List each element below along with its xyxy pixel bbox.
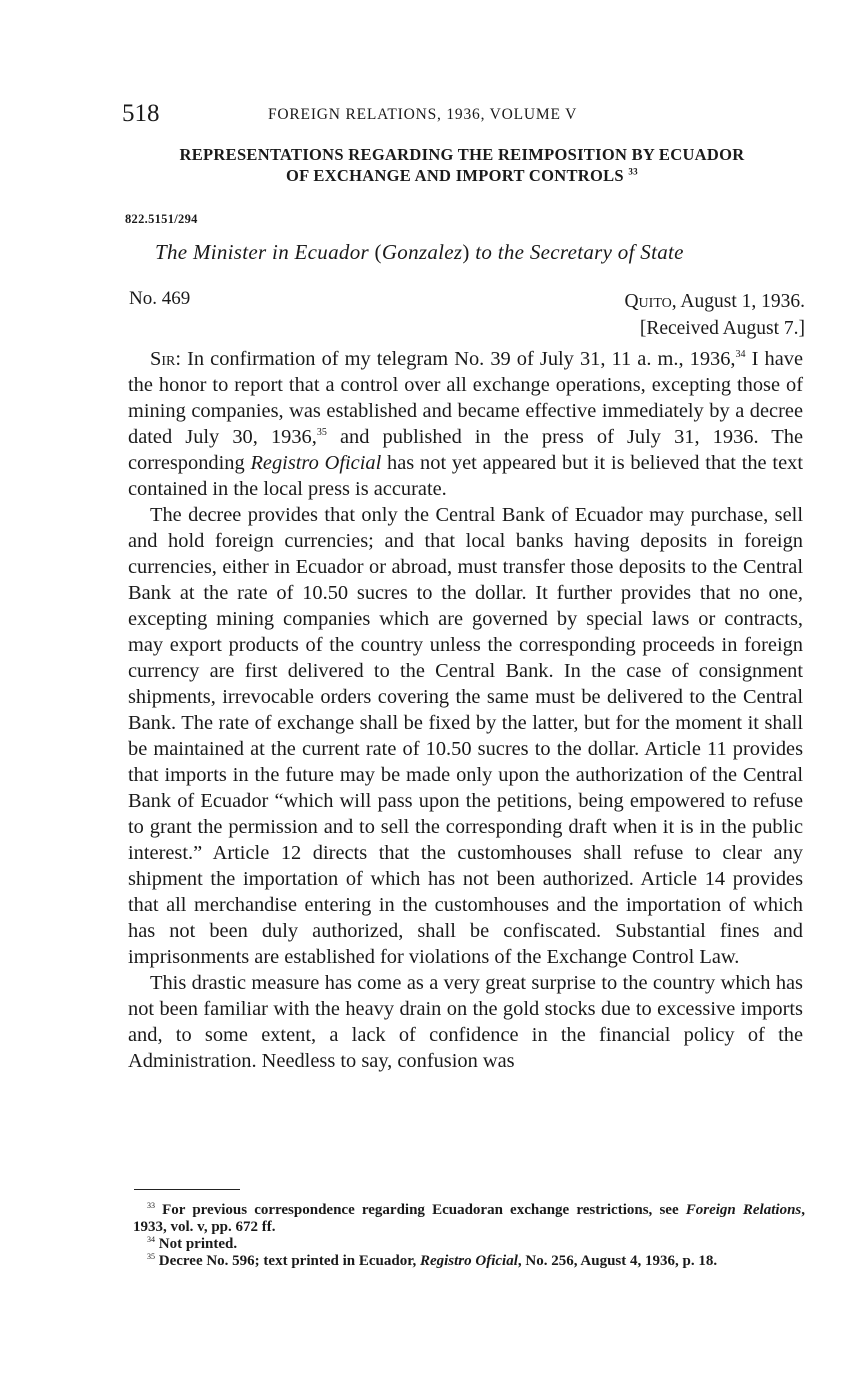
- footnote-33-marker: 33: [147, 1201, 155, 1210]
- file-number: 822.5151/294: [125, 212, 198, 226]
- footnote-ref-35: 35: [316, 427, 327, 439]
- date: , August 1, 1936.: [671, 291, 805, 312]
- registro-oficial-title: Registro Oficial: [250, 452, 382, 474]
- section-title: [122, 144, 802, 186]
- letter-from-name: Gonzalez: [381, 240, 463, 264]
- footnote-35-text-b: , No. 256, August 4, 1936, p. 18.: [517, 1253, 718, 1269]
- close-paren: ): [462, 240, 470, 264]
- section-title-line-2-text: OF EXCHANGE AND IMPORT CONTROLS: [286, 166, 624, 185]
- received-date: [Received August 7.]: [639, 318, 805, 339]
- footnote-33: [133, 1202, 805, 1236]
- footnote-ref-33: 33: [628, 166, 638, 177]
- letter-heading: [155, 240, 684, 265]
- section-title-line-2: [122, 165, 802, 186]
- document-number: No. 469: [129, 288, 191, 309]
- running-head: [122, 100, 812, 134]
- footnote-35-text-a: Decree No. 596; text printed in Ecuador,: [158, 1253, 420, 1269]
- dateline: [624, 288, 805, 342]
- paragraph-3: This drastic measure has come as a very great surprise to the country which has not been familiar with the heavy drain on the gold stocks due to excessive imports and, to some extent, a lack of confidence in the financial policy of the Administration. Needless to say, confusion was: [128, 972, 803, 1072]
- place-date: [624, 288, 805, 315]
- footnote-35: [133, 1253, 805, 1270]
- footnote-35-italic: Registro Oficial: [419, 1253, 518, 1269]
- letter-to: to the Secretary of State: [475, 240, 684, 264]
- paragraph-1-text-c: and published in the press of July 31, 1936. The corresponding: [128, 426, 803, 474]
- open-paren: (: [374, 240, 382, 264]
- footnotes: [133, 1202, 805, 1270]
- footnote-ref-34: 34: [735, 349, 746, 361]
- footnote-33-text-a: For previous correspondence regarding Ecuadoran exchange restrictions, see: [162, 1202, 686, 1218]
- footnote-34-text: Not printed.: [158, 1236, 238, 1252]
- paragraph-1-text-b: I have the honor to report that a control over all exchange operations, excepting those of mining companies, was established and became effective immediately by a decree dated July 30, 1936,: [128, 348, 803, 448]
- paragraph-1: [128, 346, 803, 502]
- place: Quito: [624, 291, 672, 312]
- footnote-35-marker: 35: [147, 1252, 155, 1261]
- salutation: Sir: [150, 348, 176, 370]
- paragraph-1-text-d: has not yet appeared but it is believed that the text contained in the local press is accurate.: [128, 452, 803, 500]
- letter-from: The Minister in Ecuador: [155, 240, 369, 264]
- running-title: FOREIGN RELATIONS, 1936, VOLUME V: [268, 106, 578, 123]
- footnote-33-text-b: , 1933, vol. v, pp. 672 ff.: [133, 1202, 805, 1235]
- footnote-divider: [134, 1189, 240, 1190]
- paragraph-2: The decree provides that only the Central Bank of Ecuador may purchase, sell and hold foreign currencies; and that local banks having deposits in foreign currencies, either in Ecuador or abroad, must transfer those deposits to the Central Bank at the rate of 10.50 sucres to the dollar. It further provides that no one, excepting mining companies which are governed by special laws or contracts, may export products of the country unless the corresponding proceeds in foreign currency are first delivered to the Central Bank. In the case of consignment shipments, irrevocable orders covering the same must be delivered to the Central Bank. The rate of exchange shall be fixed by the latter, but for the moment it shall be maintained at the current rate of 10.50 sucres to the dollar. Article 11 provides that imports in the future may be made only upon the authorization of the Central Bank of Ecuador “which will pass upon the petitions, being empowered to refuse to grant the permission and to sell the corresponding draft when it is in the public interest.” Article 12 directs that the customhouses shall refuse to clear any shipment the importation of which has not been authorized. Article 14 provides that all merchandise entering in the customhouses and the importation of which has not been duly authorized, shall be confiscated. Substantial fines and imprisonments are established for violations of the Exchange Control Law.: [128, 504, 803, 968]
- footnote-34-marker: 34: [147, 1235, 155, 1244]
- footnote-33-italic: Foreign Relations: [685, 1202, 802, 1218]
- page-number: 518: [122, 100, 160, 127]
- section-title-line-1: REPRESENTATIONS REGARDING THE REIMPOSITION BY ECUADOR: [179, 145, 745, 164]
- letter-body: [128, 346, 803, 1074]
- paragraph-1-text-a: : In confirmation of my telegram No. 39 of July 31, 11 a. m., 1936,: [175, 348, 736, 370]
- footnote-34: [133, 1236, 805, 1253]
